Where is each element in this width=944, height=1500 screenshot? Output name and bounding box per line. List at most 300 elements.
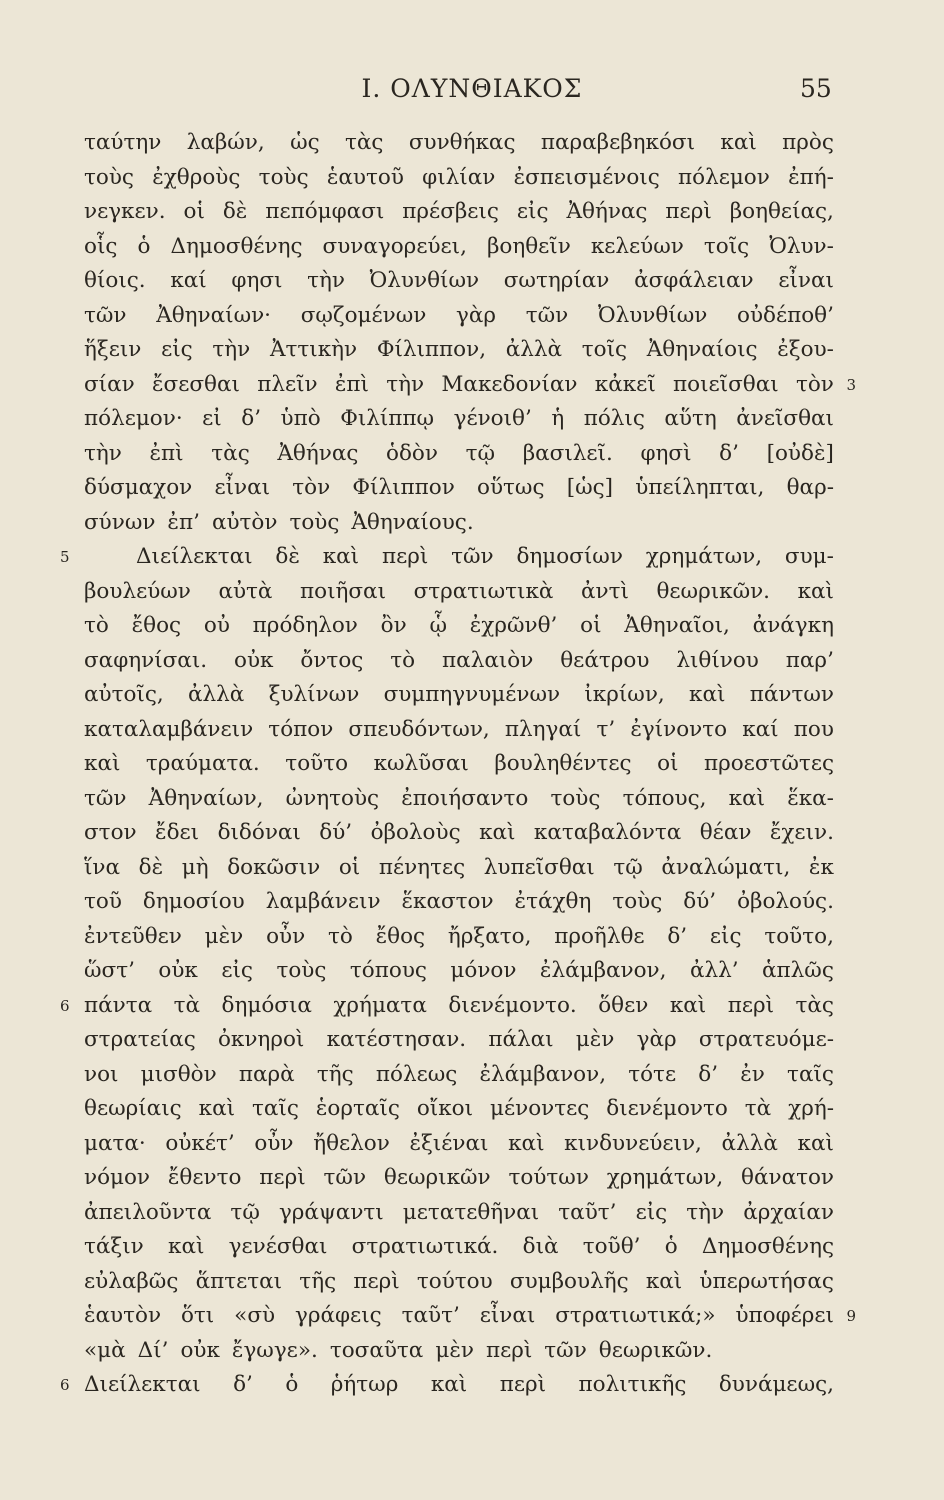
word: ὅτι bbox=[180, 1303, 215, 1328]
word: περὶ bbox=[727, 992, 775, 1018]
text-line bbox=[84, 126, 834, 161]
word: στρατιωτικά;» bbox=[555, 1303, 716, 1328]
text-line bbox=[84, 1161, 834, 1196]
word: καὶ bbox=[508, 1130, 545, 1156]
text-line bbox=[84, 747, 834, 782]
running-title: I. ΟΛΥΝΘΙΑΚΟΣ bbox=[361, 74, 583, 103]
text-line bbox=[84, 506, 834, 541]
word: ἐπ’ bbox=[167, 509, 200, 535]
word: ματα· bbox=[84, 1130, 146, 1156]
word: λαβών, bbox=[186, 130, 265, 155]
word: οὐκ bbox=[158, 958, 198, 983]
word: καί bbox=[170, 268, 207, 293]
word: ἔσεσθαι bbox=[151, 371, 240, 397]
word: ταῖς bbox=[787, 1061, 834, 1087]
word: εἰ bbox=[202, 406, 222, 431]
word: δοκῶσιν bbox=[227, 854, 321, 880]
word: τοὺς bbox=[276, 958, 327, 983]
word: τοὺς bbox=[84, 164, 134, 190]
word: αὐτοῖς, bbox=[84, 682, 164, 707]
word: καταλαμβάνειν bbox=[84, 716, 254, 742]
word: ταύτην bbox=[84, 130, 162, 155]
word: θεωρικῶν bbox=[383, 1165, 491, 1190]
word: ἀπειλοῦντα bbox=[84, 1199, 212, 1225]
text-line bbox=[84, 1092, 834, 1127]
word: τὰς bbox=[211, 440, 250, 466]
word: τοὺς bbox=[550, 785, 601, 811]
word: ἰκρίων, bbox=[584, 682, 665, 707]
word: οἱ bbox=[657, 751, 679, 776]
word: βουλεύων bbox=[84, 578, 191, 604]
word: κινδυνεύειν, bbox=[564, 1130, 702, 1156]
word: ὂν bbox=[380, 613, 407, 638]
word: Ἀττικὴν bbox=[269, 337, 358, 362]
text-line bbox=[84, 333, 834, 368]
word: εἰς bbox=[221, 958, 253, 983]
word: ἔθεντο bbox=[167, 1165, 242, 1190]
word: ἥξειν bbox=[84, 337, 142, 362]
text-line bbox=[84, 678, 834, 713]
word: θίοις. bbox=[84, 268, 146, 293]
word: θεωρικῶν. bbox=[656, 578, 771, 604]
word: τοῦτο bbox=[285, 751, 349, 776]
word: φησι bbox=[231, 268, 283, 293]
text-line bbox=[84, 299, 834, 334]
word: ἐπή- bbox=[788, 164, 834, 190]
word: ἐξιέναι bbox=[409, 1130, 489, 1156]
word: συμ- bbox=[784, 544, 834, 569]
word: Ἀθήνας bbox=[566, 199, 648, 224]
word: νεγκεν. bbox=[84, 199, 166, 224]
word: τὰς bbox=[795, 992, 834, 1018]
word: στρατευόμε- bbox=[698, 1027, 834, 1052]
word: ἐπὶ bbox=[149, 440, 184, 466]
word: μισθὸν bbox=[140, 1061, 217, 1087]
word: καὶ bbox=[430, 1372, 468, 1397]
word: καὶ bbox=[479, 820, 516, 845]
word: ὁ bbox=[137, 233, 151, 259]
word: χρή- bbox=[788, 1096, 834, 1121]
word: Ὀλυνθίων bbox=[369, 268, 480, 293]
word: γὰρ bbox=[456, 302, 497, 328]
word: Ἀθηναίων, bbox=[148, 785, 264, 811]
word: ἐξου- bbox=[777, 337, 834, 362]
word: κατέστησαν. bbox=[326, 1027, 467, 1052]
word: ἔγωγε». bbox=[231, 1337, 318, 1363]
word: ἑαυτὸν bbox=[84, 1303, 162, 1328]
word: δύ’ bbox=[683, 889, 717, 914]
word: ποιῆσαι bbox=[300, 578, 387, 604]
word: ταῖς bbox=[252, 1096, 299, 1121]
body-text bbox=[60, 126, 856, 1403]
word: Ἀθηναίων· bbox=[156, 302, 272, 328]
word: ἤθελον bbox=[313, 1130, 390, 1156]
word: παραβεβηκόσι bbox=[540, 130, 696, 155]
word: μένοντες bbox=[490, 1096, 590, 1121]
text-line bbox=[84, 402, 834, 437]
word: ἐτάχθη bbox=[514, 889, 592, 914]
margin-section-number: 6 bbox=[60, 1376, 70, 1394]
word: σῳζομένων bbox=[300, 302, 427, 328]
word: στρατιωτικὰ bbox=[413, 578, 554, 604]
word: καὶ bbox=[198, 1096, 236, 1121]
word: τῶν bbox=[84, 785, 127, 811]
word: τῷ bbox=[465, 440, 496, 466]
word: γενέσθαι bbox=[228, 1234, 328, 1259]
word: διενέμοντο bbox=[606, 1096, 728, 1121]
word: τὸ bbox=[327, 923, 353, 949]
word: κωλῦσαι bbox=[373, 751, 469, 776]
word: νόμον bbox=[84, 1165, 151, 1190]
word: τοῦ bbox=[84, 889, 122, 914]
word: ῥήτωρ bbox=[330, 1372, 399, 1397]
word: στον bbox=[84, 820, 137, 845]
word: πόλεως bbox=[375, 1061, 458, 1087]
word: φησὶ bbox=[640, 440, 692, 466]
text-line bbox=[84, 161, 834, 196]
text-line bbox=[84, 471, 834, 506]
word: περὶ bbox=[485, 1337, 533, 1363]
word: σωτηρίαν bbox=[503, 268, 610, 293]
word: τὴν bbox=[686, 1199, 725, 1225]
text-line bbox=[84, 644, 834, 679]
word: τὸν bbox=[292, 475, 331, 500]
word: τῆς bbox=[299, 1268, 337, 1294]
word: ἐποιήσαντο bbox=[401, 785, 529, 811]
word: Ὀλυνθίων bbox=[597, 302, 708, 328]
word: ἀλλὰ bbox=[721, 1130, 778, 1156]
word: πάντων bbox=[749, 682, 834, 707]
word: τοὺς bbox=[258, 164, 309, 190]
word: τῶν bbox=[323, 1165, 367, 1190]
word: οἱ bbox=[580, 613, 602, 638]
word: ἐκ bbox=[808, 854, 834, 880]
word: θεάτρου bbox=[560, 647, 650, 673]
word: ἐπὶ bbox=[334, 371, 369, 397]
word: οὐ bbox=[203, 613, 230, 638]
word: καὶ bbox=[669, 992, 707, 1018]
word: ταῦτ’ bbox=[558, 1199, 617, 1225]
text-line bbox=[84, 782, 834, 817]
word: τὸ bbox=[84, 613, 109, 638]
text-line bbox=[84, 1127, 834, 1162]
word: [ὡς] bbox=[566, 475, 614, 500]
word: διδόναι bbox=[217, 820, 301, 845]
text-line bbox=[84, 437, 834, 472]
text-line bbox=[84, 264, 834, 299]
word: τὴν bbox=[386, 371, 425, 397]
word: σπευδόντων, bbox=[348, 716, 490, 742]
word: τὴν bbox=[307, 268, 345, 293]
word: ὡς bbox=[290, 130, 320, 155]
text-line bbox=[60, 540, 834, 575]
word: λαμβάνειν bbox=[265, 889, 381, 914]
word: ἡ bbox=[551, 406, 565, 431]
text-line bbox=[84, 230, 834, 265]
word: κελεύων bbox=[590, 233, 684, 259]
word: αὕτη bbox=[664, 406, 717, 431]
word: πεπόμφασι bbox=[265, 199, 385, 224]
word: πολιτικῆς bbox=[578, 1372, 687, 1397]
word: σίαν bbox=[84, 371, 135, 397]
word: ὀβολοὺς bbox=[370, 820, 461, 845]
margin-section-number: 9 bbox=[846, 1307, 856, 1325]
page-header bbox=[0, 74, 944, 110]
text-line bbox=[84, 1058, 834, 1093]
word: γράφεις bbox=[295, 1303, 382, 1328]
word: που bbox=[793, 716, 834, 742]
word: Διείλεκται bbox=[84, 1372, 201, 1397]
word: συμβουλῆς bbox=[509, 1268, 629, 1294]
word: εὐλαβῶς bbox=[84, 1268, 179, 1294]
text-line bbox=[84, 1299, 856, 1334]
word: οὖν bbox=[266, 923, 306, 949]
word: οἴκοι bbox=[416, 1096, 474, 1121]
word: δημόσια bbox=[221, 992, 312, 1018]
word: τοὺς bbox=[289, 509, 340, 535]
word: καί bbox=[742, 716, 779, 742]
word: τοῖς bbox=[703, 233, 750, 259]
text-line bbox=[84, 368, 856, 403]
word: εἶναι bbox=[778, 268, 834, 293]
word: ἐν bbox=[740, 1061, 765, 1087]
word: ὑπὸ bbox=[280, 406, 321, 431]
word: καὶ bbox=[689, 682, 726, 707]
word: ξυλίνων bbox=[268, 682, 360, 707]
word: ἐχρῶνθ’ bbox=[469, 613, 558, 638]
word: ἐγίνοντο bbox=[630, 716, 728, 742]
text-line bbox=[84, 1023, 834, 1058]
word: Ὀλυν- bbox=[769, 233, 834, 259]
word: δὲ bbox=[275, 544, 300, 569]
word: Μακεδονίαν bbox=[441, 371, 578, 397]
word: οἷς bbox=[84, 233, 118, 259]
word: συναγορεύει, bbox=[322, 233, 467, 259]
word: γὰρ bbox=[636, 1027, 677, 1052]
word: κἀκεῖ bbox=[594, 371, 656, 397]
word: περὶ bbox=[381, 544, 429, 569]
word: τόπους, bbox=[622, 785, 707, 811]
word: τῶν bbox=[451, 544, 494, 569]
word: ὑποφέρει bbox=[735, 1303, 834, 1328]
word: οὖν bbox=[254, 1130, 294, 1156]
text-line bbox=[84, 713, 834, 748]
word: δ’ bbox=[233, 1372, 253, 1397]
word: τῶν bbox=[84, 302, 127, 328]
word: δημοσίων bbox=[516, 544, 623, 569]
word: ὁδὸν bbox=[386, 440, 438, 466]
word: ἅπτεται bbox=[195, 1268, 283, 1294]
word: οὐκ bbox=[180, 1337, 220, 1363]
margin-section-number: 5 bbox=[60, 548, 70, 566]
word: διὰ bbox=[522, 1234, 559, 1259]
word: ἐσπεισμένοις bbox=[513, 164, 660, 190]
word: λυπεῖσθαι bbox=[483, 854, 595, 880]
word: Ἀθηναῖοι, bbox=[624, 613, 730, 638]
word: τότε bbox=[628, 1061, 677, 1087]
word: ἵνα bbox=[84, 854, 121, 880]
text-line bbox=[84, 609, 834, 644]
word: τὰ bbox=[173, 992, 201, 1018]
word: τῆς bbox=[316, 1061, 354, 1087]
word: Ἀθηναίους. bbox=[351, 509, 474, 535]
word: Δημοσθένης bbox=[170, 233, 303, 259]
word: δ’ bbox=[241, 406, 262, 431]
word: ὀβολούς. bbox=[737, 889, 834, 914]
word: περὶ bbox=[259, 1165, 306, 1190]
word: θεωρικῶν. bbox=[598, 1337, 713, 1363]
word: καὶ bbox=[797, 578, 834, 604]
word: ἀλλὰ bbox=[505, 337, 563, 362]
word: ἑορταῖς bbox=[315, 1096, 400, 1121]
word: ταῦτ’ bbox=[401, 1303, 460, 1328]
word: τὰς bbox=[345, 130, 384, 155]
word: γράψαντι bbox=[278, 1199, 384, 1225]
word: περὶ bbox=[353, 1268, 400, 1294]
word: ἔδει bbox=[155, 820, 200, 845]
word: συνθήκας bbox=[408, 130, 516, 155]
word: τῷ bbox=[230, 1199, 260, 1225]
word: εἶναι bbox=[214, 475, 271, 500]
word: ἀσφάλειαν bbox=[634, 268, 754, 293]
word: καὶ bbox=[728, 785, 766, 811]
text-line bbox=[84, 954, 834, 989]
word: τοῖς bbox=[581, 337, 628, 362]
word: ἔθος bbox=[131, 613, 182, 638]
word: σαφηνίσαι. bbox=[84, 647, 208, 673]
text-line bbox=[84, 1334, 834, 1369]
word: συμπηγνυμένων bbox=[383, 682, 561, 707]
word: χρημάτων, bbox=[645, 544, 763, 569]
word: εἰς bbox=[709, 923, 742, 949]
word: αὐτὰ bbox=[218, 578, 273, 604]
word: οὕτως bbox=[477, 475, 545, 500]
word: ὀκνηροὶ bbox=[217, 1027, 305, 1052]
word: ὠνητοὺς bbox=[285, 785, 380, 811]
word: τῶν bbox=[525, 302, 569, 328]
word: Φίλιππον, bbox=[376, 337, 487, 362]
word: «μὰ bbox=[84, 1337, 126, 1363]
word: πένητες bbox=[378, 854, 466, 880]
word: οὐκέτ’ bbox=[165, 1130, 235, 1156]
word: σύνων bbox=[84, 509, 156, 535]
word: παλαιὸν bbox=[442, 647, 534, 673]
word: καὶ bbox=[645, 1268, 683, 1294]
word: οὐδέποθ’ bbox=[737, 302, 834, 328]
word: τοὺς bbox=[612, 889, 663, 914]
word: καὶ bbox=[322, 544, 360, 569]
word: τῷ bbox=[613, 854, 643, 880]
word: εἰς bbox=[635, 1199, 668, 1225]
word: στρατείας bbox=[84, 1027, 196, 1052]
word: Διείλεκται bbox=[136, 544, 253, 569]
text-line bbox=[84, 195, 834, 230]
word: διενέμοντο. bbox=[448, 992, 577, 1018]
text-line bbox=[84, 575, 834, 610]
word: βοηθείας, bbox=[729, 199, 834, 224]
word: παρ’ bbox=[785, 647, 834, 673]
word: λιθίνου bbox=[676, 647, 759, 673]
word: φιλίαν bbox=[422, 164, 496, 190]
word: δὲ bbox=[138, 854, 164, 880]
word: πόλεμον bbox=[678, 164, 770, 190]
page-number: 55 bbox=[800, 74, 832, 103]
margin-section-number: 6 bbox=[60, 996, 70, 1015]
word: εἰς bbox=[161, 337, 193, 362]
text-line bbox=[84, 1230, 834, 1265]
word: τοσαῦτα bbox=[329, 1337, 424, 1363]
word: ὄντος bbox=[300, 647, 364, 673]
word: βασιλεῖ. bbox=[522, 440, 613, 466]
word: πρέσβεις bbox=[402, 199, 499, 224]
word: τὸ bbox=[390, 647, 416, 673]
word: τὴν bbox=[84, 440, 122, 466]
word: θέαν bbox=[699, 820, 752, 845]
word: περὶ bbox=[499, 1372, 547, 1397]
word: καὶ bbox=[720, 130, 757, 155]
word: ὁ bbox=[285, 1372, 299, 1397]
word: μετατεθῆναι bbox=[402, 1199, 540, 1225]
word: προεστῶτες bbox=[703, 751, 834, 776]
word: ᾧ bbox=[429, 613, 447, 638]
word: Ἀθηναίοις bbox=[646, 337, 758, 362]
word: οἱ bbox=[338, 854, 361, 880]
word: γένοιθ’ bbox=[453, 406, 532, 431]
text-line bbox=[84, 920, 834, 955]
word: μόνον bbox=[450, 958, 517, 983]
word: Δημοσθένης bbox=[701, 1234, 834, 1259]
word: ἕκαστον bbox=[401, 889, 494, 914]
word: δ’ bbox=[698, 1061, 719, 1087]
word: ἐχθροὺς bbox=[152, 164, 241, 190]
word: αὐτὸν bbox=[211, 509, 278, 535]
word: πρὸς bbox=[782, 130, 834, 155]
word: Φίλιππον bbox=[352, 475, 455, 500]
word: Ἀθήνας bbox=[277, 440, 359, 466]
text-line bbox=[60, 989, 834, 1024]
word: τὴν bbox=[212, 337, 251, 362]
word: χρήματα bbox=[333, 992, 427, 1018]
word: πόλεμον· bbox=[84, 406, 183, 431]
word: παρὰ bbox=[238, 1061, 295, 1087]
word: στρατιωτικά. bbox=[351, 1234, 499, 1259]
word: μὴ bbox=[181, 854, 209, 880]
word: δύσμαχον bbox=[84, 475, 193, 500]
word: οὐκ bbox=[234, 647, 274, 673]
text-line bbox=[84, 1265, 834, 1300]
word: πάλαι bbox=[488, 1027, 554, 1052]
word: ὅθεν bbox=[598, 992, 649, 1018]
word: τόπον bbox=[268, 716, 334, 742]
word: περὶ bbox=[665, 199, 712, 224]
word: θαρ- bbox=[786, 475, 834, 500]
word: ἀνεῖσθαι bbox=[736, 406, 834, 431]
word: καὶ bbox=[84, 751, 121, 776]
word: ἀναλώματι, bbox=[661, 854, 791, 880]
word: δ’ bbox=[667, 923, 688, 949]
word: πάντα bbox=[84, 992, 153, 1018]
word: καταβαλόντα bbox=[533, 820, 682, 845]
word: θεωρίαις bbox=[84, 1096, 182, 1121]
word: δημοσίου bbox=[142, 889, 245, 914]
word: τῶν bbox=[544, 1337, 587, 1363]
word: πλεῖν bbox=[257, 371, 318, 397]
word: τοῦτο, bbox=[764, 923, 834, 949]
word: εἰς bbox=[516, 199, 549, 224]
word: μὲν bbox=[575, 1027, 615, 1052]
word: ἀρχαίαν bbox=[743, 1199, 834, 1225]
word: ὁ bbox=[664, 1234, 678, 1259]
